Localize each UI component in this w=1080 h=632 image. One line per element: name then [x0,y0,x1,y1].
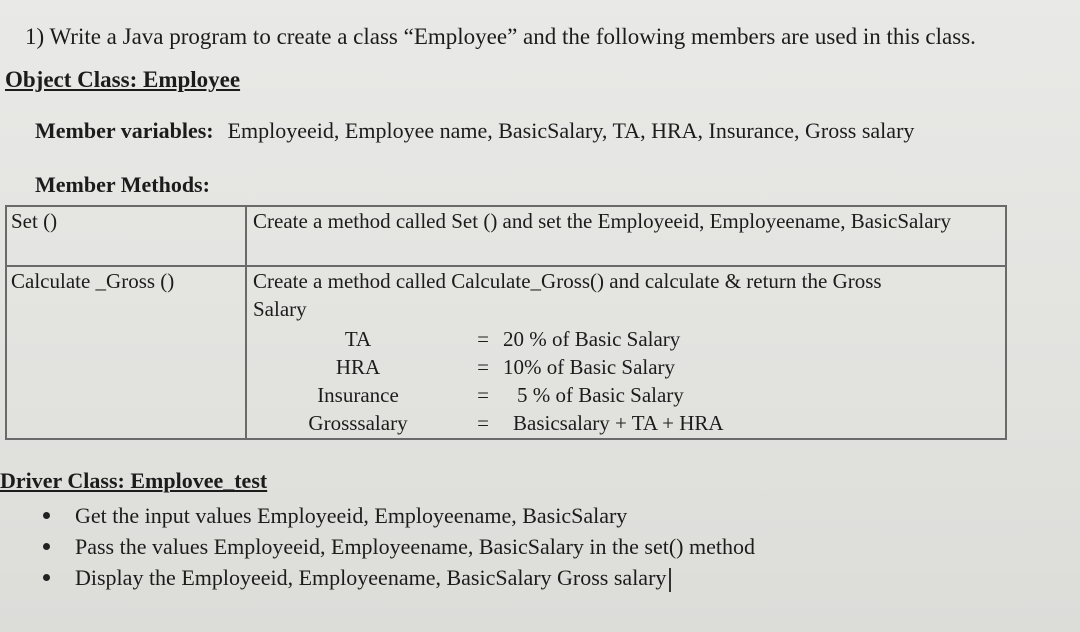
bullet-icon [43,543,50,550]
formula-name: Grosssalary [308,411,408,435]
formula-value: 10% of Basic Salary [503,355,676,379]
text-cursor [669,568,671,592]
member-variables [35,118,914,144]
step-text: Pass the values Employeeid, Employeename, BasicSalary in the set() method [75,534,755,559]
list-item [40,562,755,593]
method-name: Calculate _Gross () [6,266,246,439]
member-methods-label: Member Methods: [35,172,210,197]
formula-value: 20 % of Basic Salary [503,327,681,351]
formula-eq: = [477,327,489,351]
formula-eq: = [477,411,489,435]
question-heading: 1) Write a Java program to create a class “Employee” and the following members are used in this class. [25,24,976,49]
list-item [40,500,755,531]
method-name: Set () [6,206,246,266]
step-text: Display the Employeeid, Employeename, BasicSalary Gross salary [75,565,667,590]
method-description: Create a method called Calculate_Gross() and calculate & return the Gross Salary [253,269,882,321]
formula-name: HRA [335,355,381,379]
member-variables-label: Member variables: [35,118,214,143]
formula-name: Insurance [317,383,399,407]
formula-value: 5 % of Basic Salary [517,383,684,407]
list-item [40,531,755,562]
member-variables-value: Employeeid, Employee name, BasicSalary, TA, HRA, Insurance, Gross salary [227,118,915,143]
bullet-icon [43,574,50,581]
bullet-icon [43,512,50,519]
formula-name: TA [344,327,372,351]
methods-table [5,205,1007,440]
formula-list [253,325,999,437]
driver-steps-list [40,500,755,593]
formula-eq: = [477,355,489,379]
table-row [6,266,1006,439]
object-class-heading: Object Class: Employee [5,67,241,92]
method-description: Create a method called Set () and set the Employeeid, Employeename, BasicSalary [246,206,1006,266]
formula-value: Basicsalary + TA + HRA [513,411,724,435]
method-description-cell [246,266,1006,439]
step-text: Get the input values Employeeid, Employeename, BasicSalary [75,503,628,528]
table-row [6,206,1006,266]
driver-class-heading: Driver Class: Emplovee_test [0,468,268,493]
formula-eq: = [477,383,489,407]
